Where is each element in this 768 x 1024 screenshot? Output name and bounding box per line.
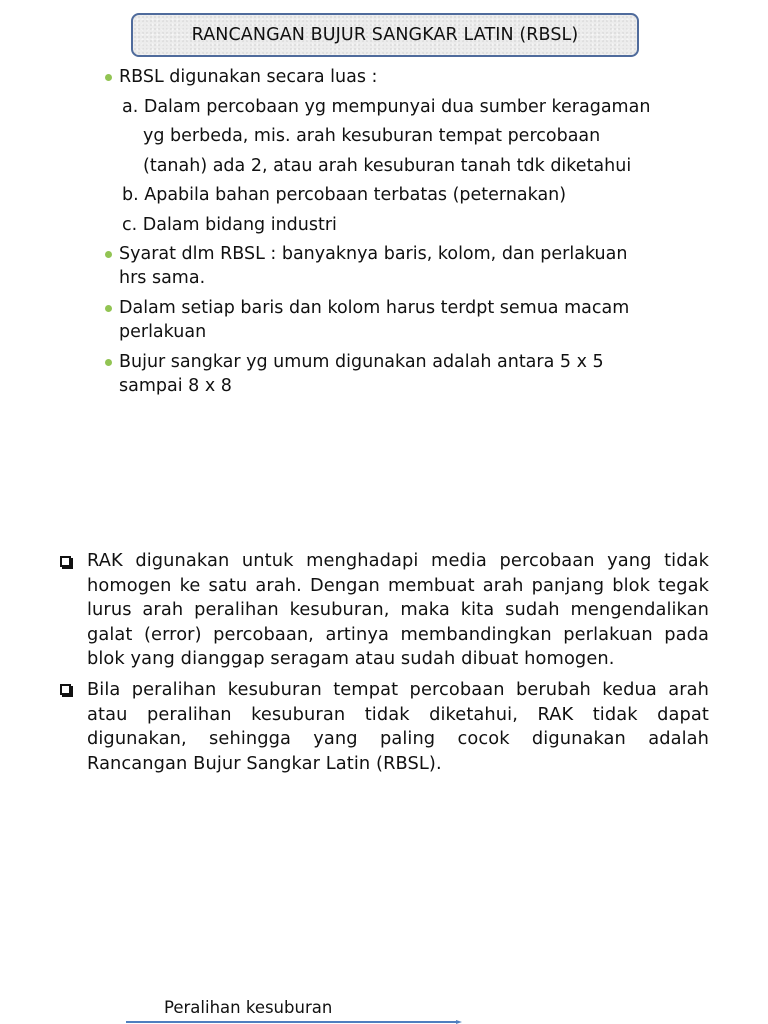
fertility-caption: Peralihan kesuburan — [164, 998, 333, 1017]
sub-item-b: b. Apabila bahan percobaan terbatas (peternakan) — [122, 185, 567, 205]
checkbox-bullet-icon — [60, 556, 71, 567]
bullet-dot — [105, 74, 112, 81]
bullet-3-line-1: Dalam setiap baris dan kolom harus terdpt semua macam — [119, 298, 630, 318]
bullet-2-line-1: Syarat dlm RBSL : banyaknya baris, kolom, dan perlakuan — [119, 244, 628, 264]
bullet-2-line-2: hrs sama. — [119, 268, 206, 288]
checkbox-bullet-icon — [60, 684, 71, 695]
sub-item-a-line-2: yg berbeda, mis. arah kesuburan tempat percobaan — [143, 126, 601, 146]
bullet-4-line-2: sampai 8 x 8 — [119, 376, 232, 396]
title-box — [131, 13, 639, 57]
sub-item-a-line-3: (tanah) ada 2, atau arah kesuburan tanah tdk diketahui — [143, 156, 632, 176]
paragraph-rbsl: Bila peralihan kesuburan tempat percobaan berubah kedua arah atau peralihan kesuburan tidak diketahui, RAK tidak dapat digunakan, sehingga yang paling cocok digunakan adalah Rancangan Bujur Sangkar Latin (RBSL). — [87, 679, 709, 774]
bullet-1-text: RBSL digunakan secara luas : — [119, 67, 378, 87]
sub-item-c: c. Dalam bidang industri — [122, 215, 337, 235]
bullet-dot — [105, 305, 112, 312]
fertility-arrow — [126, 1020, 462, 1024]
bullet-dot — [105, 251, 112, 258]
page-title: RANCANGAN BUJUR SANGKAR LATIN (RBSL) — [191, 25, 579, 45]
bullet-4-line-1: Bujur sangkar yg umum digunakan adalah antara 5 x 5 — [119, 352, 604, 372]
paragraph-rak: RAK digunakan untuk menghadapi media percobaan yang tidak homogen ke satu arah. Dengan membuat arah panjang blok tegak lurus arah peralihan kesuburan, maka kita sudah mengendalikan galat (error) percobaan, artinya membandingkan perlakuan pada blok yang dianggap seragam atau sudah dibuat homogen. — [87, 550, 709, 670]
bullet-dot — [105, 359, 112, 366]
bullet-3-line-2: perlakuan — [119, 322, 207, 342]
sub-item-a-line-1: a. Dalam percobaan yg mempunyai dua sumber keragaman — [122, 97, 651, 117]
